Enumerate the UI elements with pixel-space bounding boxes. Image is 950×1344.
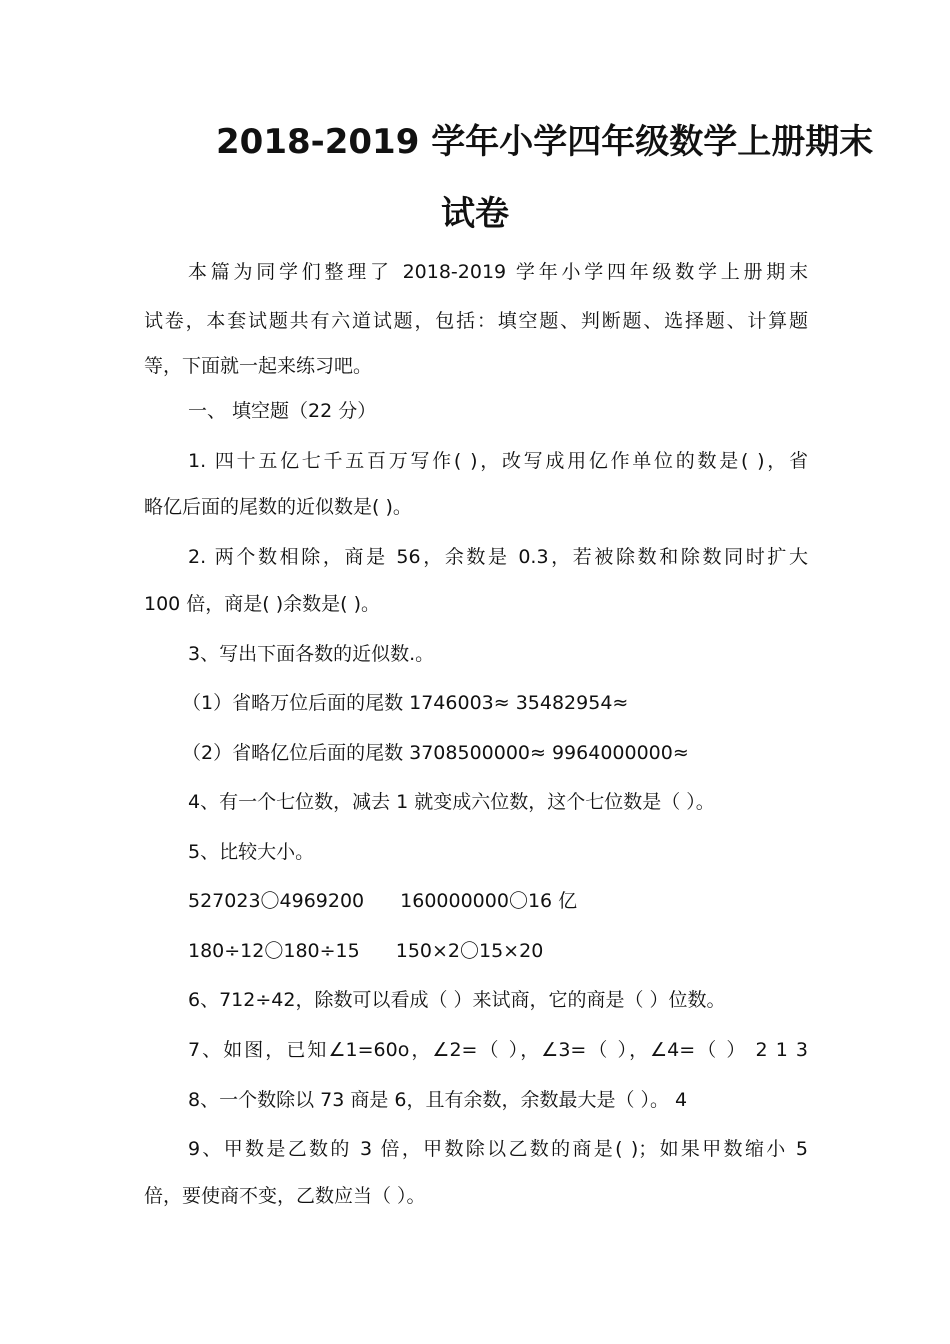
compare-item-1: 527023〇4969200 (188, 890, 365, 912)
question-9-line-1: 9、甲数是乙数的 3 倍，甲数除以乙数的商是( )；如果甲数缩小 5 (188, 1138, 808, 1160)
intro-paragraph-line-1: 本篇为同学们整理了 2018-2019 学年小学四年级数学上册期末 (188, 261, 808, 283)
intro-paragraph-line-3: 等，下面就一起来练习吧。 (144, 355, 373, 377)
question-3-part-1: （1）省略万位后面的尾数 1746003≈ 35482954≈ (182, 692, 629, 714)
compare-item-2: 160000000〇16 亿 (400, 890, 578, 912)
question-8: 8、一个数除以 73 商是 6，且有余数，余数最大是（ ）。 4 (188, 1089, 688, 1111)
question-5: 5、比较大小。 (188, 841, 315, 863)
question-2-line-2: 100 倍，商是( )余数是( )。 (144, 593, 381, 615)
question-5-row-1 (144, 887, 808, 915)
compare-item-4: 150×2〇15×20 (395, 940, 544, 962)
document-title-line-1: 2018-2019 学年小学四年级数学上册期末 (216, 122, 874, 162)
question-7: 7、如图，已知∠1=60o，∠2=（ ），∠3=（ ），∠4=（ ） 2 1 3 (188, 1039, 808, 1061)
question-3: 3、写出下面各数的近似数.。 (188, 643, 435, 665)
document-title-line-2: 试卷 (441, 194, 509, 234)
question-2-line-1: 2. 两个数相除，商是 56，余数是 0.3，若被除数和除数同时扩大 (188, 546, 808, 568)
question-1-line-2: 略亿后面的尾数的近似数是( )。 (144, 496, 412, 518)
question-1-line-1: 1. 四十五亿七千五百万写作( )，改写成用亿作单位的数是( )，省 (188, 450, 808, 472)
question-9-line-2: 倍，要使商不变，乙数应当（ ）。 (144, 1185, 426, 1207)
question-3-part-2: （2）省略亿位后面的尾数 3708500000≈ 9964000000≈ (182, 742, 689, 764)
section-heading-fill-in: 一、 填空题（22 分） (188, 400, 377, 422)
question-4: 4、有一个七位数，减去 1 就变成六位数，这个七位数是（ ）。 (188, 791, 715, 813)
intro-paragraph-line-2: 试卷，本套试题共有六道试题，包括：填空题、判断题、选择题、计算题 (144, 310, 808, 332)
compare-item-3: 180÷12〇180÷15 (188, 940, 360, 962)
question-5-row-2 (144, 937, 808, 965)
question-6: 6、712÷42，除数可以看成（ ）来试商，它的商是（ ）位数。 (188, 989, 726, 1011)
